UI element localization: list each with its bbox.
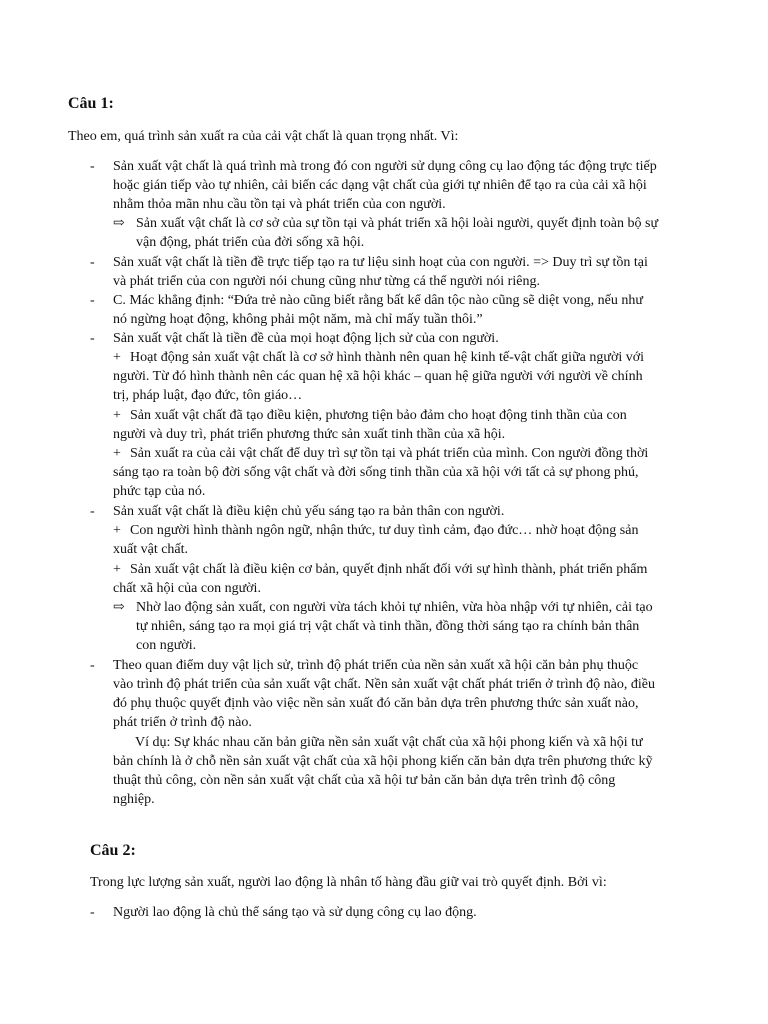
q1-bullet-1: Sản xuất vật chất là quá trình mà trong đó con người sử dụng công cụ lao động tác động trực tiếp hoặc gián tiếp vào tự nhiên, cải biến các dạng vật chất của giới tự nhiên để tạo ra của cải xã hội nhằm thỏa mãn nhu cầu tồn tại và phát triển của con người. bbox=[113, 159, 657, 212]
dash-marker: - bbox=[90, 293, 95, 308]
q2-intro: Trong lực lượng sản xuất, người lao động là nhân tố hàng đầu giữ vai trò quyết định. Bởi vì: bbox=[90, 875, 607, 890]
q1-bullet-4-sub-2: Sản xuất vật chất đã tạo điều kiện, phương tiện bảo đảm cho hoạt động tinh thần của con người và duy trì, phát triển phương thức sản xuất tinh thần của xã hội. bbox=[113, 408, 627, 442]
arrow-icon: ⇨ bbox=[113, 216, 125, 231]
plus-marker: + bbox=[113, 408, 121, 423]
dash-marker: - bbox=[90, 255, 95, 270]
dash-marker: - bbox=[90, 905, 95, 920]
plus-marker: + bbox=[113, 562, 121, 577]
q1-intro: Theo em, quá trình sản xuất ra của cải vật chất là quan trọng nhất. Vì: bbox=[68, 129, 459, 144]
q1-heading: Câu 1: bbox=[68, 95, 114, 112]
plus-marker: + bbox=[113, 523, 121, 538]
q1-bullet-3: C. Mác khẳng định: “Đứa trẻ nào cũng biết rằng bất kể dân tộc nào cũng sẽ diệt vong, nếu như nó ngừng hoạt động, không phải một năm, mà chỉ mấy tuần thôi.” bbox=[113, 293, 643, 327]
q1-bullet-5-sub-1: Con người hình thành ngôn ngữ, nhận thức, tư duy tình cảm, đạo đức… nhờ hoạt động sản xuất vật chất. bbox=[113, 523, 639, 557]
plus-marker: + bbox=[113, 350, 121, 365]
dash-marker: - bbox=[90, 658, 95, 673]
q1-bullet-5: Sản xuất vật chất là điều kiện chủ yếu sáng tạo ra bản thân con người. bbox=[113, 504, 505, 519]
dash-marker: - bbox=[90, 159, 95, 174]
q1-bullet-2: Sản xuất vật chất là tiền đề trực tiếp tạo ra tư liệu sinh hoạt của con người. => Duy trì sự tồn tại và phát triển của con người nói chung cũng như từng cá thể người nói riêng. bbox=[113, 255, 648, 289]
q2-heading: Câu 2: bbox=[90, 842, 136, 859]
q1-bullet-1-conclusion: Sản xuất vật chất là cơ sở của sự tồn tại và phát triển xã hội loài người, quyết định toàn bộ sự vận động, phát triển của đời sống xã hội. bbox=[136, 216, 659, 250]
q2-bullet-1: Người lao động là chủ thể sáng tạo và sử dụng công cụ lao động. bbox=[113, 905, 477, 920]
q1-example: Ví dụ: Sự khác nhau căn bản giữa nền sản xuất vật chất của xã hội phong kiến và xã hội tư bản chính là ở chỗ nền sản xuất vật chất của xã hội phong kiến căn bản dựa trên phương thức kỹ thuật thủ công, còn nền sản xuất vật chất của xã hội tư bản căn bản dựa trên trình độ công nghiệp. bbox=[113, 735, 653, 807]
q1-bullet-5-conclusion: Nhờ lao động sản xuất, con người vừa tách khỏi tự nhiên, vừa hòa nhập với tự nhiên, cải tạo tự nhiên, sáng tạo ra mọi giá trị vật chất và tinh thần, đồng thời sáng tạo ra chính bản thân con người. bbox=[136, 600, 653, 653]
q1-bullet-4: Sản xuất vật chất là tiền đề của mọi hoạt động lịch sử của con người. bbox=[113, 331, 499, 346]
q1-bullet-6: Theo quan điểm duy vật lịch sử, trình độ phát triển của nền sản xuất xã hội căn bản phụ thuộc vào trình độ phát triển của sản xuất vật chất. Nền sản xuất vật chất phát triển ở trình độ nào, điều đó phụ thuộc quyết định vào việc nền sản xuất đó căn bản dựa trên phương thức sản xuất nào, phát triển ở trình độ nào. bbox=[113, 658, 655, 730]
arrow-icon: ⇨ bbox=[113, 600, 125, 615]
dash-marker: - bbox=[90, 504, 95, 519]
q1-bullet-4-sub-1: Hoạt động sản xuất vật chất là cơ sở hình thành nên quan hệ kinh tế-vật chất giữa người với người. Từ đó hình thành nên các quan hệ xã hội khác – quan hệ giữa người với người về chính trị, pháp luật, đạo đức, tôn giáo… bbox=[113, 350, 645, 403]
plus-marker: + bbox=[113, 446, 121, 461]
dash-marker: - bbox=[90, 331, 95, 346]
q1-bullet-5-sub-2: Sản xuất vật chất là điều kiện cơ bản, quyết định nhất đối với sự hình thành, phát triển phẩm chất xã hội của con người. bbox=[113, 562, 648, 596]
q1-bullet-4-sub-3: Sản xuất ra của cải vật chất để duy trì sự tồn tại và phát triển của mình. Con người đồng thời sáng tạo ra toàn bộ đời sống vật chất và đời sống tinh thần của xã hội với tất cả sự phong phú, phức tạp của nó. bbox=[113, 446, 649, 499]
